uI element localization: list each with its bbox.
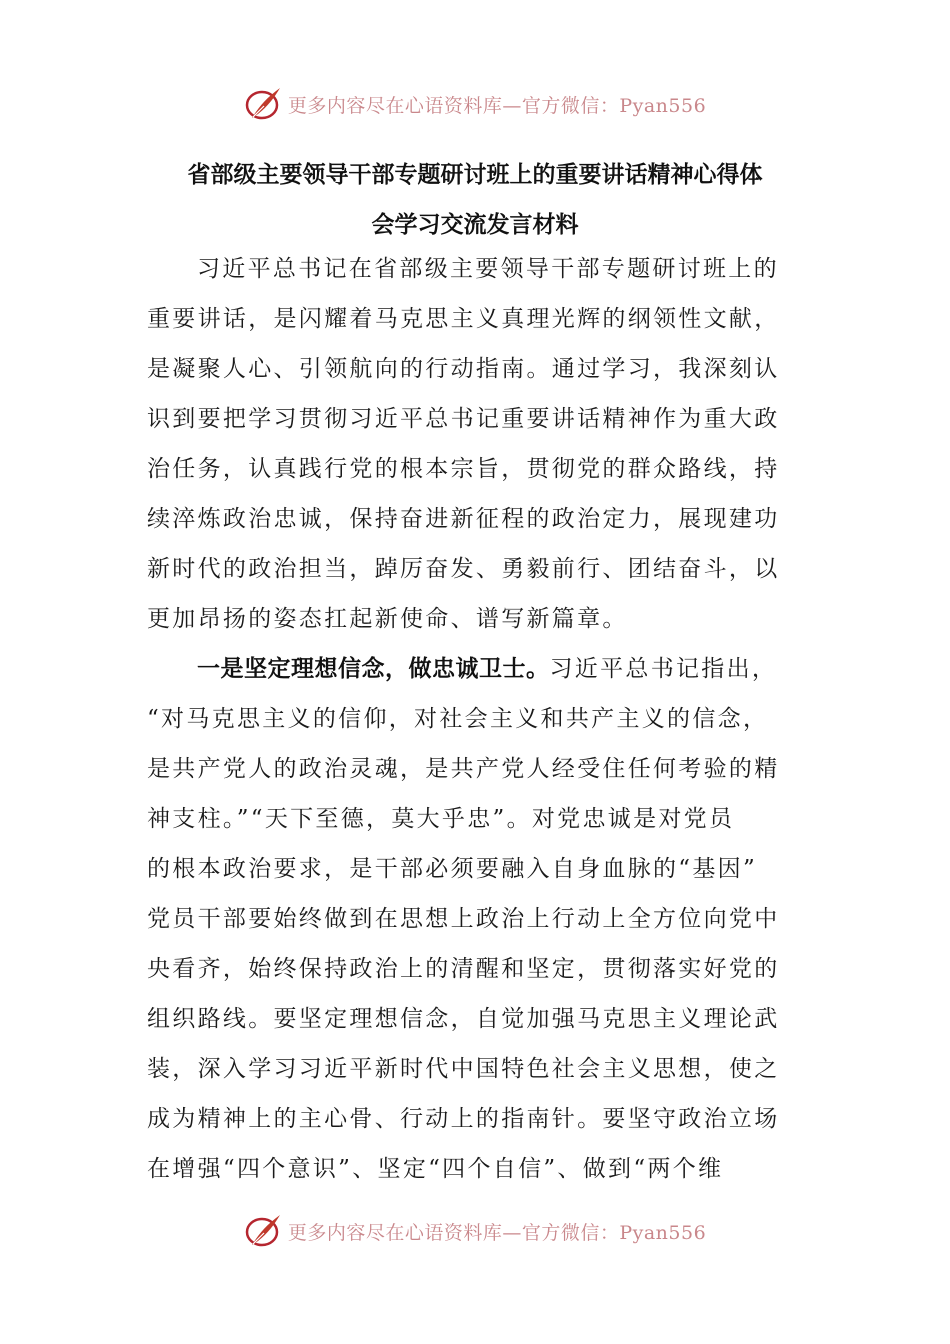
paragraph-point-one xyxy=(147,644,807,1194)
text-line: 治任务，认真践行党的根本宗旨，贯彻党的群众路线，持 xyxy=(147,456,780,482)
document-title-line-2: 会学习交流发言材料 xyxy=(371,212,579,238)
footer-watermark xyxy=(0,1209,950,1253)
paragraph-lead-heading: 一是坚定理想信念，做忠诚卫士。 xyxy=(197,656,550,682)
text-line: 续淬炼政治忠诚，保持奋进新征程的政治定力，展现建功 xyxy=(147,506,780,532)
text-line: 组织路线。要坚定理想信念，自觉加强马克思主义理论武 xyxy=(147,1006,780,1032)
text-line: “对马克思主义的信仰，对社会主义和共产主义的信念， xyxy=(147,706,769,732)
watermark-text: 更多内容尽在心语资料库—官方微信：Pyan556 xyxy=(287,1221,707,1244)
header-watermark xyxy=(0,82,950,126)
text-line: 是凝聚人心、引领航向的行动指南。通过学习，我深刻认 xyxy=(147,356,780,382)
text-line: 是共产党人的政治灵魂，是共产党人经受住任何考验的精 xyxy=(147,756,780,782)
text-line: 党员干部要始终做到在思想上政治上行动上全方位向党中 xyxy=(147,906,780,932)
paragraph-intro xyxy=(147,244,807,644)
paragraph-lead-rest: 习近平总书记指出， xyxy=(549,656,778,682)
document-title-line-1: 省部级主要领导干部专题研讨班上的重要讲话精神心得体 xyxy=(187,162,763,188)
quill-logo-icon xyxy=(244,1211,284,1251)
text-line: 成为精神上的主心骨、行动上的指南针。要坚守政治立场 xyxy=(147,1106,780,1132)
text-line: 的根本政治要求，是干部必须要融入自身血脉的“基因” xyxy=(147,856,758,882)
text-line: 央看齐，始终保持政治上的清醒和坚定，贯彻落实好党的 xyxy=(147,956,780,982)
watermark-text: 更多内容尽在心语资料库—官方微信：Pyan556 xyxy=(287,94,707,117)
text-line: 重要讲话，是闪耀着马克思主义真理光辉的纲领性文献， xyxy=(147,306,780,332)
quill-logo-icon xyxy=(244,84,284,124)
text-line: 更加昂扬的姿态扛起新使命、谱写新篇章。 xyxy=(147,606,628,632)
text-line: 装，深入学习习近平新时代中国特色社会主义思想，使之 xyxy=(147,1056,780,1082)
text-line-lead xyxy=(147,644,807,694)
text-line: 新时代的政治担当，踔厉奋发、勇毅前行、团结奋斗，以 xyxy=(147,556,780,582)
text-line: 在增强“四个意识”、坚定“四个自信”、做到“两个维 xyxy=(147,1156,724,1182)
text-line: 识到要把学习贯彻习近平总书记重要讲话精神作为重大政 xyxy=(147,406,780,432)
text-line: 习近平总书记在省部级主要领导干部专题研讨班上的 xyxy=(197,256,779,282)
text-line: 神支柱。”“天下至德，莫大乎忠”。对党忠诚是对党员 xyxy=(147,806,735,832)
